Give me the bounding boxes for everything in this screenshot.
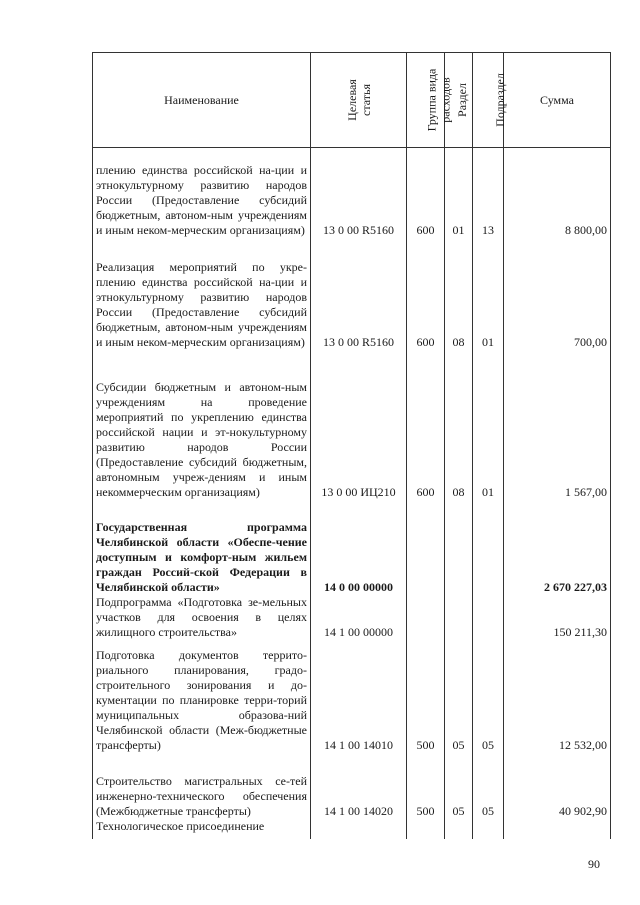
row-name: Строительство магистральных се-тей инженерно-технического обеспечения (Межбюджетные трансферты) xyxy=(93,753,311,819)
table-row xyxy=(93,350,611,500)
row-code: 14 0 00 00000 xyxy=(311,500,407,595)
table-row xyxy=(93,595,611,640)
row-subsection xyxy=(473,819,504,839)
row-name: Технологическое присоединение xyxy=(93,819,311,839)
row-name: Государственная программа Челябинской области «Обеспе-чение доступным и комфорт-ным жильем граждан Россий-ской Федерации в Челябинской области» xyxy=(93,500,311,595)
table-row xyxy=(93,238,611,350)
row-sum: 150 211,30 xyxy=(504,595,611,640)
table-row xyxy=(93,148,611,238)
row-group: 500 xyxy=(407,753,445,819)
row-code: 14 1 00 00000 xyxy=(311,595,407,640)
header-target-article: Целевая статья xyxy=(311,53,407,148)
row-subsection: 05 xyxy=(473,753,504,819)
header-sum: Сумма xyxy=(504,53,611,148)
row-subsection xyxy=(473,500,504,595)
table-header-row xyxy=(93,53,611,148)
budget-table xyxy=(92,52,611,839)
row-group xyxy=(407,500,445,595)
row-section xyxy=(445,595,473,640)
row-group: 600 xyxy=(407,238,445,350)
row-subsection xyxy=(473,595,504,640)
row-group: 500 xyxy=(407,640,445,753)
row-sum xyxy=(504,819,611,839)
row-subsection: 13 xyxy=(473,148,504,238)
table-row xyxy=(93,640,611,753)
row-section: 08 xyxy=(445,350,473,500)
row-group: 600 xyxy=(407,148,445,238)
table-row xyxy=(93,753,611,819)
row-code: 13 0 00 R5160 xyxy=(311,238,407,350)
row-sum: 1 567,00 xyxy=(504,350,611,500)
header-expense-group: Группа вида расходов xyxy=(407,53,445,148)
row-section xyxy=(445,500,473,595)
row-group: 600 xyxy=(407,350,445,500)
row-name: Субсидии бюджетным и автоном-ным учреждениям на проведение мероприятий по укреплению единства российской нации и эт-нокультурному развитию народов России (Предоставление субсидий бюджетным, автономным учреж-дениям и иным некоммерческим организациям) xyxy=(93,350,311,500)
row-sum: 40 902,90 xyxy=(504,753,611,819)
header-name: Наименование xyxy=(93,53,311,148)
row-sum: 8 800,00 xyxy=(504,148,611,238)
row-sum: 2 670 227,03 xyxy=(504,500,611,595)
row-sum: 700,00 xyxy=(504,238,611,350)
row-name: Подпрограмма «Подготовка зе-мельных участков для освоения в целях жилищного строительства» xyxy=(93,595,311,640)
row-sum: 12 532,00 xyxy=(504,640,611,753)
row-subsection: 01 xyxy=(473,238,504,350)
row-code: 14 1 00 14010 xyxy=(311,640,407,753)
row-section xyxy=(445,819,473,839)
header-section: Раздел xyxy=(445,53,473,148)
row-subsection: 05 xyxy=(473,640,504,753)
header-subsection: Подраздел xyxy=(473,53,504,148)
page-number: 90 xyxy=(588,857,600,871)
row-subsection: 01 xyxy=(473,350,504,500)
row-code: 14 1 00 14020 xyxy=(311,753,407,819)
row-section: 05 xyxy=(445,753,473,819)
table-row xyxy=(93,819,611,839)
table-row xyxy=(93,500,611,595)
row-code xyxy=(311,819,407,839)
row-group xyxy=(407,595,445,640)
row-section: 05 xyxy=(445,640,473,753)
row-group xyxy=(407,819,445,839)
row-name: Подготовка документов террито-риального планирования, градо-строительного зонирования и до-кументации по планировке терри-торий муниципальных образова-ний Челябинской области (Меж-бюджетные трансферты) xyxy=(93,640,311,753)
row-section: 08 xyxy=(445,238,473,350)
row-name: плению единства российской на-ции и этнокультурному развитию народов России (Предоставление субсидий бюджетным, автоном-ным учреждениям и иным неком-мерческим организациям) xyxy=(93,148,311,238)
row-code: 13 0 00 R5160 xyxy=(311,148,407,238)
row-name: Реализация мероприятий по укре-плению единства российской на-ции и этнокультурному развитию народов России (Предоставление субсидий бюджетным, автоном-ным учреждениям и иным неком-мерческим организациям) xyxy=(93,238,311,350)
row-code: 13 0 00 ИЦ210 xyxy=(311,350,407,500)
row-section: 01 xyxy=(445,148,473,238)
